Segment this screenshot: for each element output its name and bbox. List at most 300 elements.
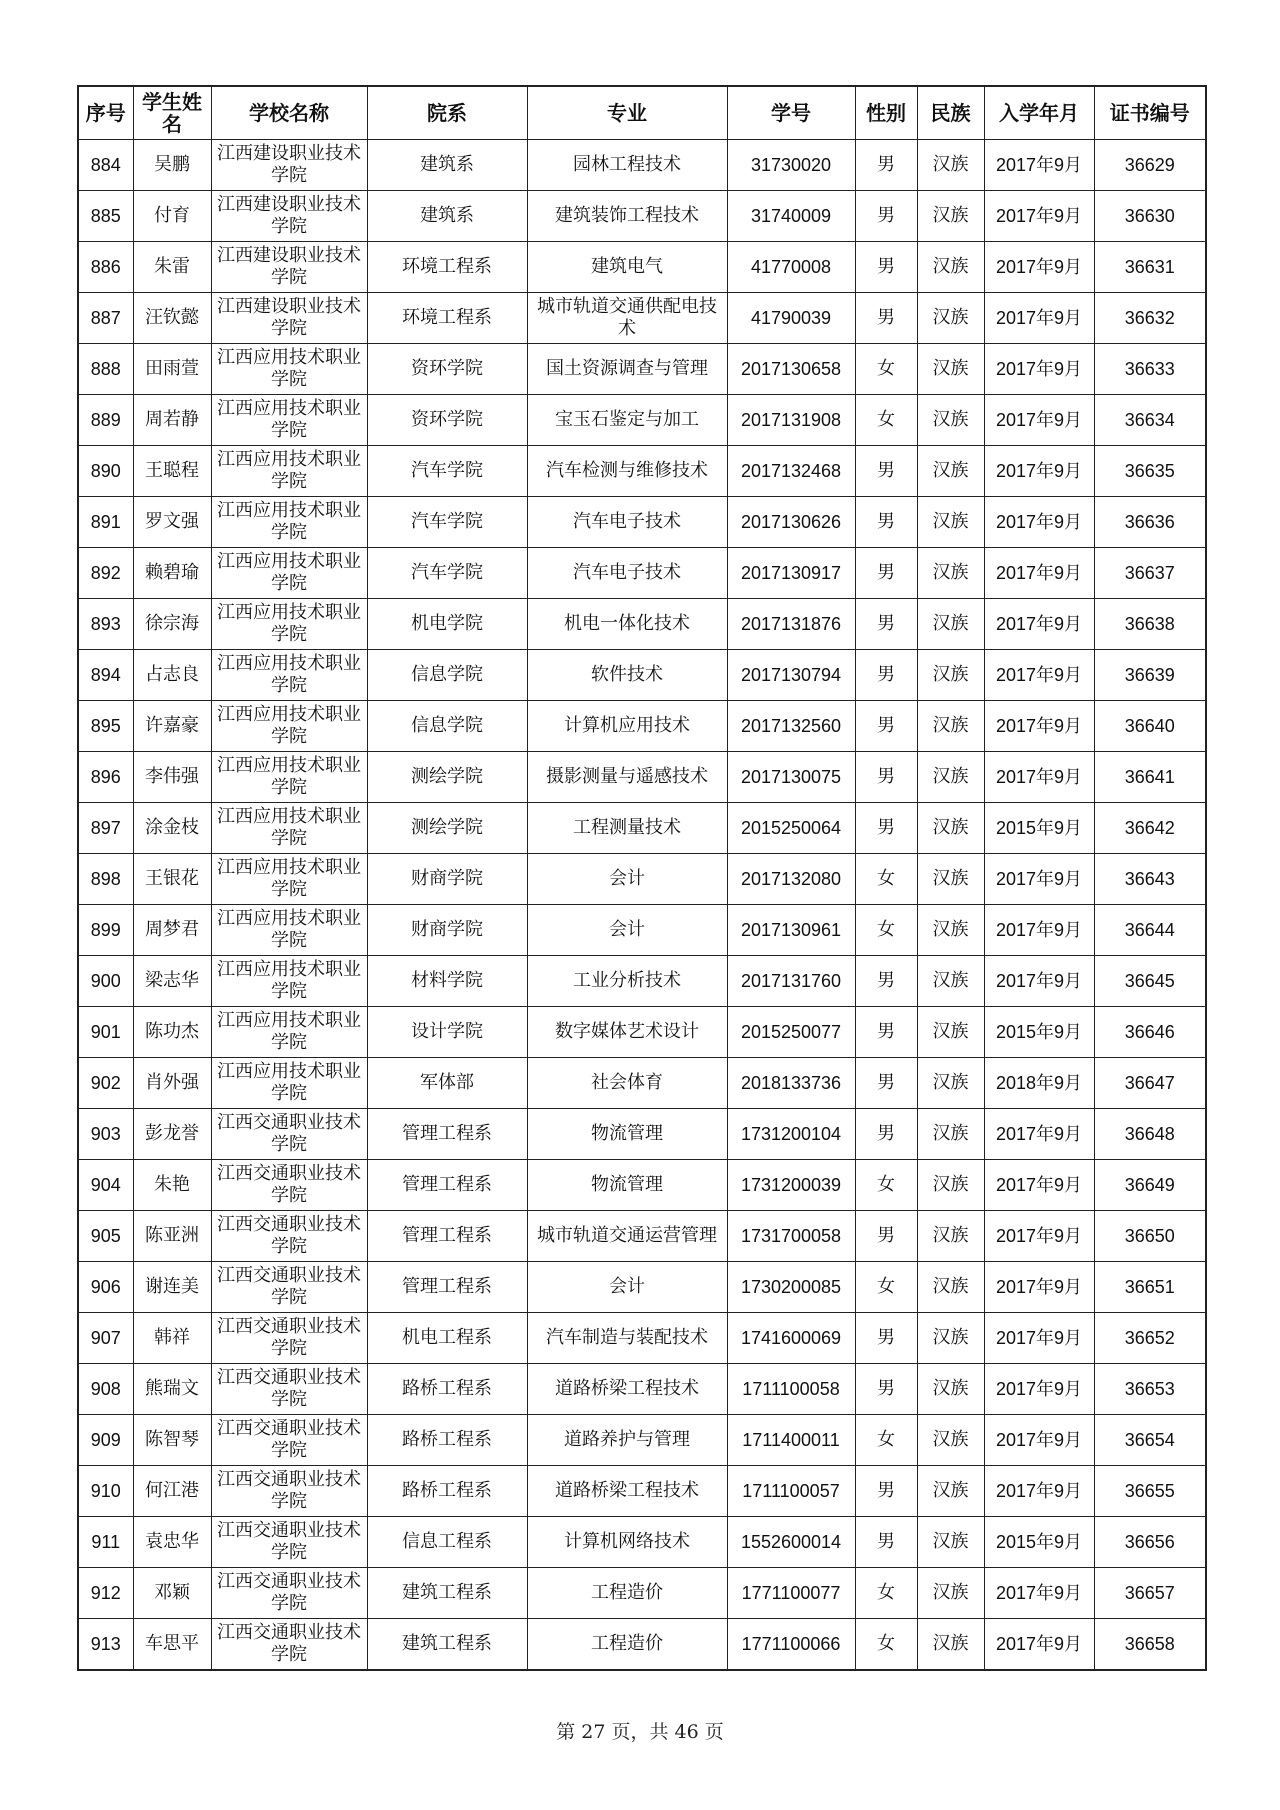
cell-department: 资环学院 <box>367 395 527 446</box>
cell-major: 摄影测量与遥感技术 <box>527 752 727 803</box>
cell-ethnicity: 汉族 <box>917 1466 984 1517</box>
cell-gender: 女 <box>855 1415 917 1466</box>
cell-department: 信息学院 <box>367 650 527 701</box>
cell-index: 892 <box>78 548 133 599</box>
cell-major: 工业分析技术 <box>527 956 727 1007</box>
cell-index: 893 <box>78 599 133 650</box>
cell-student-name: 车思平 <box>133 1619 211 1671</box>
cell-school-name: 江西交通职业技术学院 <box>211 1517 367 1568</box>
cell-gender: 女 <box>855 395 917 446</box>
cell-department: 信息工程系 <box>367 1517 527 1568</box>
cell-department: 管理工程系 <box>367 1262 527 1313</box>
cell-major: 城市轨道交通运营管理 <box>527 1211 727 1262</box>
cell-gender: 男 <box>855 956 917 1007</box>
cell-certificate-no: 36649 <box>1094 1160 1206 1211</box>
cell-student-name: 何江港 <box>133 1466 211 1517</box>
cell-major: 会计 <box>527 905 727 956</box>
cell-department: 测绘学院 <box>367 752 527 803</box>
cell-student-id: 2017132560 <box>727 701 855 752</box>
cell-student-id: 1731700058 <box>727 1211 855 1262</box>
cell-certificate-no: 36632 <box>1094 293 1206 344</box>
cell-gender: 男 <box>855 701 917 752</box>
cell-index: 897 <box>78 803 133 854</box>
cell-department: 汽车学院 <box>367 548 527 599</box>
cell-student-id: 2017130658 <box>727 344 855 395</box>
cell-certificate-no: 36645 <box>1094 956 1206 1007</box>
cell-certificate-no: 36650 <box>1094 1211 1206 1262</box>
table-row <box>78 497 1206 548</box>
cell-school-name: 江西应用技术职业学院 <box>211 395 367 446</box>
table-row <box>78 191 1206 242</box>
cell-enrollment-date: 2018年9月 <box>984 1058 1094 1109</box>
cell-school-name: 江西应用技术职业学院 <box>211 497 367 548</box>
cell-index: 906 <box>78 1262 133 1313</box>
cell-enrollment-date: 2017年9月 <box>984 701 1094 752</box>
cell-ethnicity: 汉族 <box>917 548 984 599</box>
cell-ethnicity: 汉族 <box>917 395 984 446</box>
cell-department: 环境工程系 <box>367 293 527 344</box>
cell-certificate-no: 36646 <box>1094 1007 1206 1058</box>
cell-index: 894 <box>78 650 133 701</box>
col-header-gender: 性别 <box>855 86 917 140</box>
cell-department: 汽车学院 <box>367 446 527 497</box>
cell-index: 903 <box>78 1109 133 1160</box>
cell-student-id: 1731200039 <box>727 1160 855 1211</box>
cell-school-name: 江西交通职业技术学院 <box>211 1262 367 1313</box>
table-row <box>78 1262 1206 1313</box>
cell-certificate-no: 36634 <box>1094 395 1206 446</box>
cell-student-id: 1771100066 <box>727 1619 855 1671</box>
table-row <box>78 803 1206 854</box>
cell-ethnicity: 汉族 <box>917 1007 984 1058</box>
col-header-certificate-no: 证书编号 <box>1094 86 1206 140</box>
cell-department: 管理工程系 <box>367 1211 527 1262</box>
cell-enrollment-date: 2015年9月 <box>984 1517 1094 1568</box>
cell-school-name: 江西应用技术职业学院 <box>211 599 367 650</box>
cell-enrollment-date: 2017年9月 <box>984 344 1094 395</box>
cell-index: 902 <box>78 1058 133 1109</box>
cell-enrollment-date: 2017年9月 <box>984 446 1094 497</box>
cell-ethnicity: 汉族 <box>917 191 984 242</box>
cell-student-name: 王银花 <box>133 854 211 905</box>
cell-index: 912 <box>78 1568 133 1619</box>
cell-ethnicity: 汉族 <box>917 1568 984 1619</box>
cell-department: 资环学院 <box>367 344 527 395</box>
cell-major: 工程测量技术 <box>527 803 727 854</box>
cell-department: 建筑系 <box>367 191 527 242</box>
cell-major: 汽车电子技术 <box>527 548 727 599</box>
cell-department: 路桥工程系 <box>367 1364 527 1415</box>
cell-enrollment-date: 2017年9月 <box>984 191 1094 242</box>
cell-student-name: 王聪程 <box>133 446 211 497</box>
cell-index: 911 <box>78 1517 133 1568</box>
table-row <box>78 701 1206 752</box>
cell-index: 887 <box>78 293 133 344</box>
cell-enrollment-date: 2017年9月 <box>984 293 1094 344</box>
cell-enrollment-date: 2017年9月 <box>984 1568 1094 1619</box>
cell-ethnicity: 汉族 <box>917 1364 984 1415</box>
cell-student-id: 1711400011 <box>727 1415 855 1466</box>
cell-gender: 女 <box>855 1160 917 1211</box>
cell-school-name: 江西应用技术职业学院 <box>211 752 367 803</box>
table-row <box>78 1466 1206 1517</box>
cell-department: 测绘学院 <box>367 803 527 854</box>
cell-certificate-no: 36631 <box>1094 242 1206 293</box>
cell-school-name: 江西交通职业技术学院 <box>211 1415 367 1466</box>
cell-certificate-no: 36642 <box>1094 803 1206 854</box>
table-row <box>78 548 1206 599</box>
cell-school-name: 江西应用技术职业学院 <box>211 650 367 701</box>
cell-gender: 男 <box>855 752 917 803</box>
cell-student-id: 2017132080 <box>727 854 855 905</box>
cell-enrollment-date: 2017年9月 <box>984 650 1094 701</box>
cell-ethnicity: 汉族 <box>917 1262 984 1313</box>
cell-major: 国土资源调查与管理 <box>527 344 727 395</box>
cell-gender: 男 <box>855 497 917 548</box>
table-row <box>78 1058 1206 1109</box>
cell-gender: 男 <box>855 191 917 242</box>
cell-gender: 女 <box>855 1262 917 1313</box>
table-row <box>78 854 1206 905</box>
cell-major: 道路桥梁工程技术 <box>527 1364 727 1415</box>
cell-enrollment-date: 2017年9月 <box>984 1466 1094 1517</box>
cell-student-name: 袁忠华 <box>133 1517 211 1568</box>
student-roster <box>77 85 1205 1671</box>
cell-certificate-no: 36637 <box>1094 548 1206 599</box>
col-header-department: 院系 <box>367 86 527 140</box>
cell-major: 城市轨道交通供配电技术 <box>527 293 727 344</box>
table-row <box>78 1619 1206 1671</box>
cell-certificate-no: 36629 <box>1094 140 1206 191</box>
cell-enrollment-date: 2017年9月 <box>984 1619 1094 1671</box>
cell-department: 建筑工程系 <box>367 1619 527 1671</box>
cell-department: 信息学院 <box>367 701 527 752</box>
cell-school-name: 江西交通职业技术学院 <box>211 1466 367 1517</box>
cell-student-id: 2017132468 <box>727 446 855 497</box>
cell-enrollment-date: 2017年9月 <box>984 242 1094 293</box>
cell-enrollment-date: 2017年9月 <box>984 140 1094 191</box>
col-header-enrollment-date: 入学年月 <box>984 86 1094 140</box>
cell-school-name: 江西建设职业技术学院 <box>211 293 367 344</box>
cell-school-name: 江西交通职业技术学院 <box>211 1211 367 1262</box>
cell-index: 888 <box>78 344 133 395</box>
cell-ethnicity: 汉族 <box>917 701 984 752</box>
cell-index: 908 <box>78 1364 133 1415</box>
cell-certificate-no: 36641 <box>1094 752 1206 803</box>
cell-student-id: 1552600014 <box>727 1517 855 1568</box>
cell-student-id: 31730020 <box>727 140 855 191</box>
col-header-student-id: 学号 <box>727 86 855 140</box>
cell-school-name: 江西交通职业技术学院 <box>211 1160 367 1211</box>
cell-gender: 女 <box>855 1619 917 1671</box>
cell-student-id: 2017130075 <box>727 752 855 803</box>
col-header-student-name: 学生姓名 <box>133 86 211 140</box>
cell-certificate-no: 36640 <box>1094 701 1206 752</box>
cell-gender: 男 <box>855 650 917 701</box>
cell-student-name: 朱雷 <box>133 242 211 293</box>
cell-major: 会计 <box>527 1262 727 1313</box>
cell-student-name: 邓颖 <box>133 1568 211 1619</box>
cell-gender: 男 <box>855 1313 917 1364</box>
cell-student-id: 2018133736 <box>727 1058 855 1109</box>
cell-school-name: 江西交通职业技术学院 <box>211 1619 367 1671</box>
cell-student-id: 1711100058 <box>727 1364 855 1415</box>
cell-gender: 男 <box>855 1211 917 1262</box>
cell-index: 898 <box>78 854 133 905</box>
cell-student-name: 梁志华 <box>133 956 211 1007</box>
table-row <box>78 1211 1206 1262</box>
cell-gender: 男 <box>855 1364 917 1415</box>
cell-student-name: 朱艳 <box>133 1160 211 1211</box>
cell-certificate-no: 36651 <box>1094 1262 1206 1313</box>
cell-school-name: 江西交通职业技术学院 <box>211 1313 367 1364</box>
cell-student-name: 熊瑞文 <box>133 1364 211 1415</box>
table-row <box>78 650 1206 701</box>
page-number: 第 27 页，共 46 页 <box>556 1721 724 1743</box>
cell-enrollment-date: 2017年9月 <box>984 1364 1094 1415</box>
cell-student-id: 2017131876 <box>727 599 855 650</box>
cell-department: 环境工程系 <box>367 242 527 293</box>
cell-certificate-no: 36653 <box>1094 1364 1206 1415</box>
cell-major: 数字媒体艺术设计 <box>527 1007 727 1058</box>
cell-ethnicity: 汉族 <box>917 854 984 905</box>
cell-student-id: 1730200085 <box>727 1262 855 1313</box>
cell-index: 901 <box>78 1007 133 1058</box>
table-row <box>78 599 1206 650</box>
cell-enrollment-date: 2015年9月 <box>984 1007 1094 1058</box>
cell-department: 材料学院 <box>367 956 527 1007</box>
cell-index: 885 <box>78 191 133 242</box>
cell-ethnicity: 汉族 <box>917 140 984 191</box>
cell-certificate-no: 36636 <box>1094 497 1206 548</box>
cell-student-name: 周梦君 <box>133 905 211 956</box>
cell-gender: 男 <box>855 548 917 599</box>
cell-certificate-no: 36633 <box>1094 344 1206 395</box>
cell-index: 904 <box>78 1160 133 1211</box>
cell-major: 工程造价 <box>527 1568 727 1619</box>
cell-major: 汽车检测与维修技术 <box>527 446 727 497</box>
cell-gender: 男 <box>855 803 917 854</box>
cell-major: 物流管理 <box>527 1109 727 1160</box>
col-header-major: 专业 <box>527 86 727 140</box>
cell-gender: 女 <box>855 1568 917 1619</box>
table-row <box>78 140 1206 191</box>
cell-ethnicity: 汉族 <box>917 803 984 854</box>
cell-enrollment-date: 2017年9月 <box>984 1415 1094 1466</box>
cell-ethnicity: 汉族 <box>917 752 984 803</box>
cell-student-id: 41790039 <box>727 293 855 344</box>
table-row <box>78 1517 1206 1568</box>
cell-student-name: 韩祥 <box>133 1313 211 1364</box>
cell-student-name: 陈智琴 <box>133 1415 211 1466</box>
cell-gender: 女 <box>855 344 917 395</box>
cell-certificate-no: 36639 <box>1094 650 1206 701</box>
cell-certificate-no: 36652 <box>1094 1313 1206 1364</box>
cell-school-name: 江西应用技术职业学院 <box>211 344 367 395</box>
cell-gender: 男 <box>855 140 917 191</box>
cell-major: 计算机网络技术 <box>527 1517 727 1568</box>
cell-certificate-no: 36648 <box>1094 1109 1206 1160</box>
cell-department: 管理工程系 <box>367 1160 527 1211</box>
table-row <box>78 752 1206 803</box>
cell-department: 财商学院 <box>367 905 527 956</box>
cell-school-name: 江西应用技术职业学院 <box>211 1058 367 1109</box>
col-header-ethnicity: 民族 <box>917 86 984 140</box>
cell-department: 机电学院 <box>367 599 527 650</box>
cell-enrollment-date: 2017年9月 <box>984 1313 1094 1364</box>
table-row <box>78 1007 1206 1058</box>
table-row <box>78 293 1206 344</box>
student-table <box>77 85 1207 1671</box>
cell-department: 建筑系 <box>367 140 527 191</box>
cell-enrollment-date: 2017年9月 <box>984 752 1094 803</box>
cell-index: 899 <box>78 905 133 956</box>
cell-gender: 男 <box>855 1007 917 1058</box>
cell-ethnicity: 汉族 <box>917 1313 984 1364</box>
cell-department: 路桥工程系 <box>367 1466 527 1517</box>
cell-certificate-no: 36630 <box>1094 191 1206 242</box>
cell-student-name: 付育 <box>133 191 211 242</box>
table-row <box>78 395 1206 446</box>
cell-student-id: 2015250064 <box>727 803 855 854</box>
table-row <box>78 446 1206 497</box>
cell-ethnicity: 汉族 <box>917 905 984 956</box>
cell-school-name: 江西应用技术职业学院 <box>211 548 367 599</box>
table-row <box>78 1364 1206 1415</box>
cell-certificate-no: 36658 <box>1094 1619 1206 1671</box>
cell-department: 设计学院 <box>367 1007 527 1058</box>
cell-enrollment-date: 2017年9月 <box>984 1262 1094 1313</box>
cell-certificate-no: 36654 <box>1094 1415 1206 1466</box>
cell-index: 907 <box>78 1313 133 1364</box>
cell-gender: 女 <box>855 854 917 905</box>
cell-school-name: 江西应用技术职业学院 <box>211 701 367 752</box>
cell-student-name: 涂金枝 <box>133 803 211 854</box>
cell-gender: 男 <box>855 446 917 497</box>
cell-department: 军体部 <box>367 1058 527 1109</box>
cell-index: 900 <box>78 956 133 1007</box>
cell-ethnicity: 汉族 <box>917 293 984 344</box>
cell-school-name: 江西建设职业技术学院 <box>211 191 367 242</box>
cell-certificate-no: 36644 <box>1094 905 1206 956</box>
cell-student-id: 2017131760 <box>727 956 855 1007</box>
cell-ethnicity: 汉族 <box>917 650 984 701</box>
cell-index: 896 <box>78 752 133 803</box>
cell-school-name: 江西应用技术职业学院 <box>211 905 367 956</box>
cell-certificate-no: 36655 <box>1094 1466 1206 1517</box>
cell-enrollment-date: 2017年9月 <box>984 956 1094 1007</box>
cell-enrollment-date: 2015年9月 <box>984 803 1094 854</box>
cell-school-name: 江西应用技术职业学院 <box>211 803 367 854</box>
cell-student-id: 2017130626 <box>727 497 855 548</box>
cell-student-id: 2017130961 <box>727 905 855 956</box>
table-row <box>78 1568 1206 1619</box>
table-row <box>78 344 1206 395</box>
cell-department: 管理工程系 <box>367 1109 527 1160</box>
cell-major: 道路养护与管理 <box>527 1415 727 1466</box>
cell-gender: 男 <box>855 242 917 293</box>
cell-ethnicity: 汉族 <box>917 599 984 650</box>
cell-index: 913 <box>78 1619 133 1671</box>
cell-gender: 女 <box>855 905 917 956</box>
cell-enrollment-date: 2017年9月 <box>984 1109 1094 1160</box>
cell-major: 物流管理 <box>527 1160 727 1211</box>
cell-certificate-no: 36647 <box>1094 1058 1206 1109</box>
cell-certificate-no: 36656 <box>1094 1517 1206 1568</box>
cell-school-name: 江西建设职业技术学院 <box>211 242 367 293</box>
cell-enrollment-date: 2017年9月 <box>984 905 1094 956</box>
cell-index: 895 <box>78 701 133 752</box>
cell-index: 886 <box>78 242 133 293</box>
cell-major: 汽车电子技术 <box>527 497 727 548</box>
cell-student-name: 占志良 <box>133 650 211 701</box>
col-header-school-name: 学校名称 <box>211 86 367 140</box>
cell-school-name: 江西应用技术职业学院 <box>211 446 367 497</box>
cell-department: 汽车学院 <box>367 497 527 548</box>
cell-major: 机电一体化技术 <box>527 599 727 650</box>
cell-ethnicity: 汉族 <box>917 1517 984 1568</box>
table-row <box>78 905 1206 956</box>
cell-student-name: 李伟强 <box>133 752 211 803</box>
cell-student-id: 2017130917 <box>727 548 855 599</box>
cell-student-id: 1731200104 <box>727 1109 855 1160</box>
cell-ethnicity: 汉族 <box>917 1160 984 1211</box>
cell-index: 890 <box>78 446 133 497</box>
cell-major: 会计 <box>527 854 727 905</box>
cell-student-name: 田雨萱 <box>133 344 211 395</box>
cell-gender: 男 <box>855 599 917 650</box>
cell-ethnicity: 汉族 <box>917 1619 984 1671</box>
cell-major: 园林工程技术 <box>527 140 727 191</box>
cell-enrollment-date: 2017年9月 <box>984 497 1094 548</box>
cell-major: 社会体育 <box>527 1058 727 1109</box>
cell-major: 汽车制造与装配技术 <box>527 1313 727 1364</box>
cell-student-id: 41770008 <box>727 242 855 293</box>
cell-ethnicity: 汉族 <box>917 1415 984 1466</box>
cell-major: 软件技术 <box>527 650 727 701</box>
cell-enrollment-date: 2017年9月 <box>984 1211 1094 1262</box>
table-row <box>78 242 1206 293</box>
cell-student-name: 许嘉豪 <box>133 701 211 752</box>
cell-certificate-no: 36638 <box>1094 599 1206 650</box>
table-row <box>78 1313 1206 1364</box>
table-row <box>78 956 1206 1007</box>
cell-student-name: 吴鹏 <box>133 140 211 191</box>
cell-student-id: 1771100077 <box>727 1568 855 1619</box>
cell-school-name: 江西应用技术职业学院 <box>211 956 367 1007</box>
cell-certificate-no: 36643 <box>1094 854 1206 905</box>
cell-major: 建筑电气 <box>527 242 727 293</box>
cell-enrollment-date: 2017年9月 <box>984 548 1094 599</box>
table-row <box>78 1160 1206 1211</box>
cell-school-name: 江西应用技术职业学院 <box>211 854 367 905</box>
cell-major: 道路桥梁工程技术 <box>527 1466 727 1517</box>
cell-student-name: 彭龙誉 <box>133 1109 211 1160</box>
cell-ethnicity: 汉族 <box>917 1058 984 1109</box>
cell-enrollment-date: 2017年9月 <box>984 1160 1094 1211</box>
cell-student-id: 31740009 <box>727 191 855 242</box>
cell-index: 910 <box>78 1466 133 1517</box>
cell-department: 机电工程系 <box>367 1313 527 1364</box>
cell-ethnicity: 汉族 <box>917 1109 984 1160</box>
cell-ethnicity: 汉族 <box>917 1211 984 1262</box>
cell-student-name: 陈功杰 <box>133 1007 211 1058</box>
cell-school-name: 江西建设职业技术学院 <box>211 140 367 191</box>
cell-gender: 男 <box>855 293 917 344</box>
cell-enrollment-date: 2017年9月 <box>984 854 1094 905</box>
cell-student-name: 谢连美 <box>133 1262 211 1313</box>
cell-enrollment-date: 2017年9月 <box>984 395 1094 446</box>
